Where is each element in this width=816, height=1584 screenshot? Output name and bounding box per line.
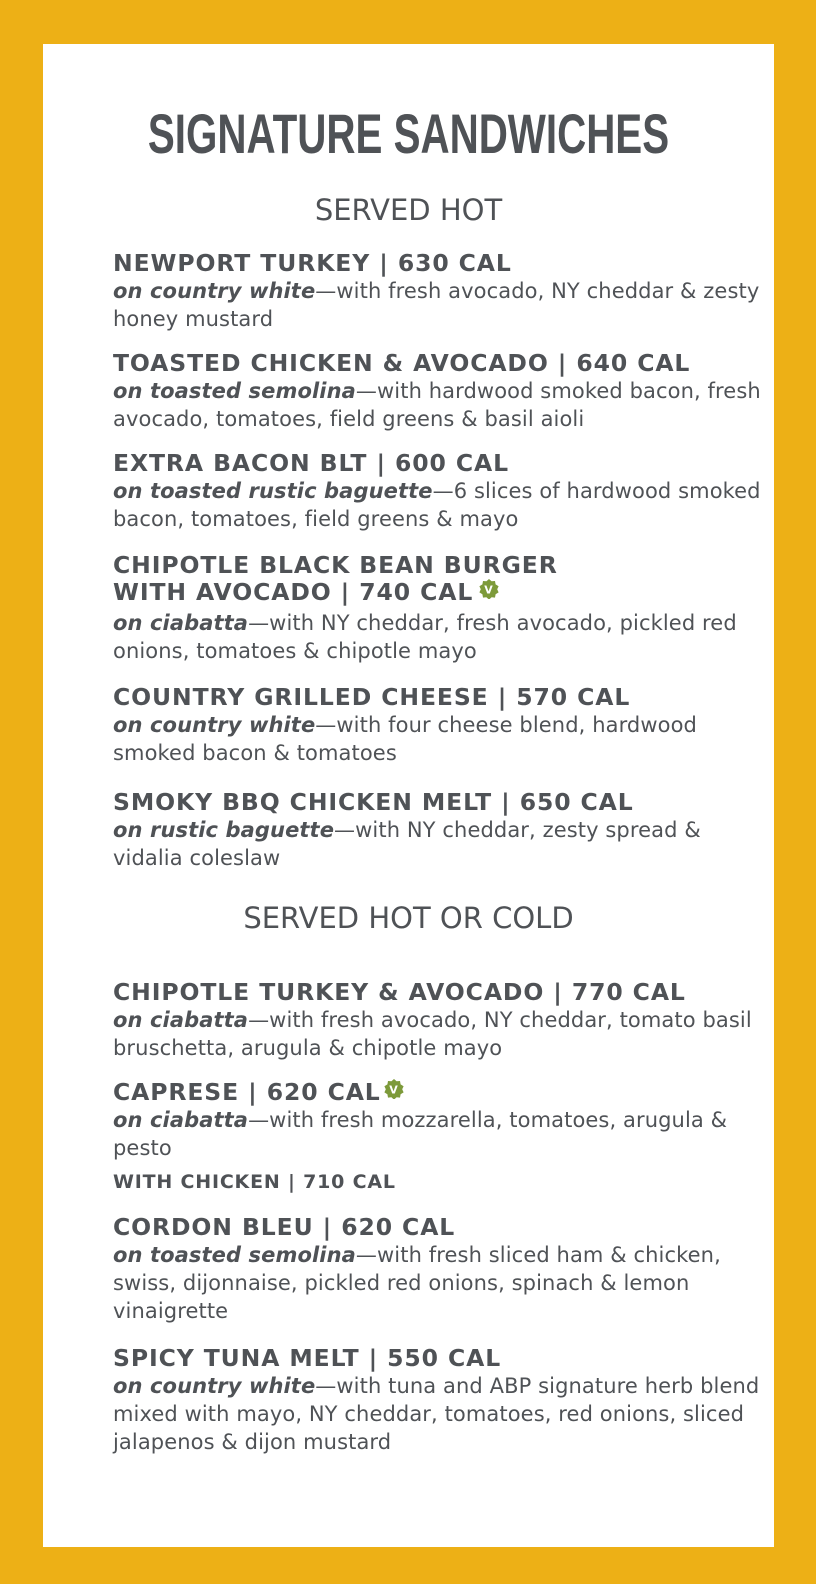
menu-item-extra-bacon-blt — [113, 450, 773, 533]
item-ingredients: —with fresh mozzarella, tomatoes, arugula & pesto — [113, 1108, 728, 1160]
menu-item-toasted-chicken-avocado — [113, 350, 773, 433]
item-name: CORDON BLEU | 620 CAL — [113, 1213, 456, 1241]
menu-item-caprese — [113, 1079, 773, 1194]
item-ingredients: —with four cheese blend, hardwood smoked bacon & tomatoes — [113, 713, 697, 765]
item-description — [113, 377, 773, 433]
item-name: CAPRESE | 620 CAL — [113, 1078, 381, 1106]
item-description — [113, 609, 773, 665]
item-ingredients: —with NY cheddar, fresh avocado, pickled red onions, tomatoes & chipotle mayo — [113, 611, 737, 663]
item-name: WITH AVOCADO | 740 CAL — [113, 578, 474, 606]
item-ingredients: —with NY cheddar, zesty spread & vidalia coleslaw — [113, 818, 701, 870]
item-bread: on rustic baguette — [113, 818, 335, 842]
menu-item-spicy-tuna-melt — [113, 1345, 773, 1456]
item-option-with-chicken: WITH CHICKEN | 710 CAL — [113, 1171, 396, 1193]
veg-badge-label: V — [388, 1083, 399, 1097]
menu-panel — [43, 44, 774, 1547]
item-name: SMOKY BBQ CHICKEN MELT | 650 CAL — [113, 788, 634, 816]
veg-badge-label: V — [484, 583, 494, 597]
item-description — [113, 277, 773, 333]
section-heading-served-hot-or-cold: SERVED HOT OR COLD — [243, 901, 574, 935]
item-name: NEWPORT TURKEY | 630 CAL — [113, 249, 512, 277]
item-name: TOASTED CHICKEN & AVOCADO | 640 CAL — [113, 349, 691, 377]
item-bread: on country white — [113, 279, 316, 303]
item-name-line-2 — [113, 579, 773, 606]
item-name: EXTRA BACON BLT | 600 CAL — [113, 449, 509, 477]
item-ingredients: —with fresh sliced ham & chicken, swiss, dijonnaise, pickled red onions, spinach & lemon vinaigrette — [113, 1243, 721, 1323]
item-ingredients: —with fresh avocado, NY cheddar, tomato basil bruschetta, arugula & chipotle mayo — [113, 1008, 752, 1060]
section-heading-served-hot: SERVED HOT — [314, 193, 503, 227]
item-bread: on country white — [113, 1374, 316, 1398]
item-ingredients: —with tuna and ABP signature herb blend mixed with mayo, NY cheddar, tomatoes, red onions, sliced jalapenos & dijon mustard — [113, 1374, 760, 1454]
item-name: SPICY TUNA MELT | 550 CAL — [113, 1344, 502, 1372]
page-title: SIGNATURE SANDWICHES — [147, 102, 670, 165]
menu-item-newport-turkey — [113, 250, 773, 333]
menu-item-country-grilled-cheese — [113, 684, 773, 767]
item-ingredients: —with hardwood smoked bacon, fresh avocado, tomatoes, field greens & basil aioli — [113, 379, 761, 431]
item-bread: on country white — [113, 713, 316, 737]
vegetarian-v-icon — [479, 579, 499, 599]
item-description — [113, 1241, 773, 1325]
menu-item-cordon-bleu — [113, 1214, 773, 1325]
item-bread: on ciabatta — [113, 1008, 249, 1032]
item-description — [113, 477, 773, 533]
item-bread: on ciabatta — [113, 1108, 249, 1132]
menu-item-smoky-bbq-chicken-melt — [113, 789, 773, 872]
item-name: COUNTRY GRILLED CHEESE | 570 CAL — [113, 683, 631, 711]
item-bread: on toasted semolina — [113, 379, 356, 403]
item-bread: on toasted rustic baguette — [113, 479, 433, 503]
item-name: CHIPOTLE TURKEY & AVOCADO | 770 CAL — [113, 978, 686, 1006]
item-description — [113, 1372, 773, 1456]
item-ingredients: —with fresh avocado, NY cheddar & zesty honey mustard — [113, 279, 760, 331]
item-bread: on ciabatta — [113, 611, 249, 635]
item-bread: on toasted semolina — [113, 1243, 356, 1267]
item-ingredients: —6 slices of hardwood smoked bacon, tomatoes, field greens & mayo — [113, 479, 761, 531]
item-description — [113, 711, 773, 767]
item-description — [113, 816, 773, 872]
item-description — [113, 1006, 773, 1062]
vegetarian-v-icon — [384, 1079, 404, 1099]
item-description — [113, 1106, 773, 1162]
menu-item-chipotle-turkey-avocado — [113, 979, 773, 1062]
menu-item-chipotle-black-bean-burger — [113, 552, 773, 665]
item-name-line-1: CHIPOTLE BLACK BEAN BURGER — [113, 551, 558, 579]
item-name-row — [113, 1079, 773, 1106]
